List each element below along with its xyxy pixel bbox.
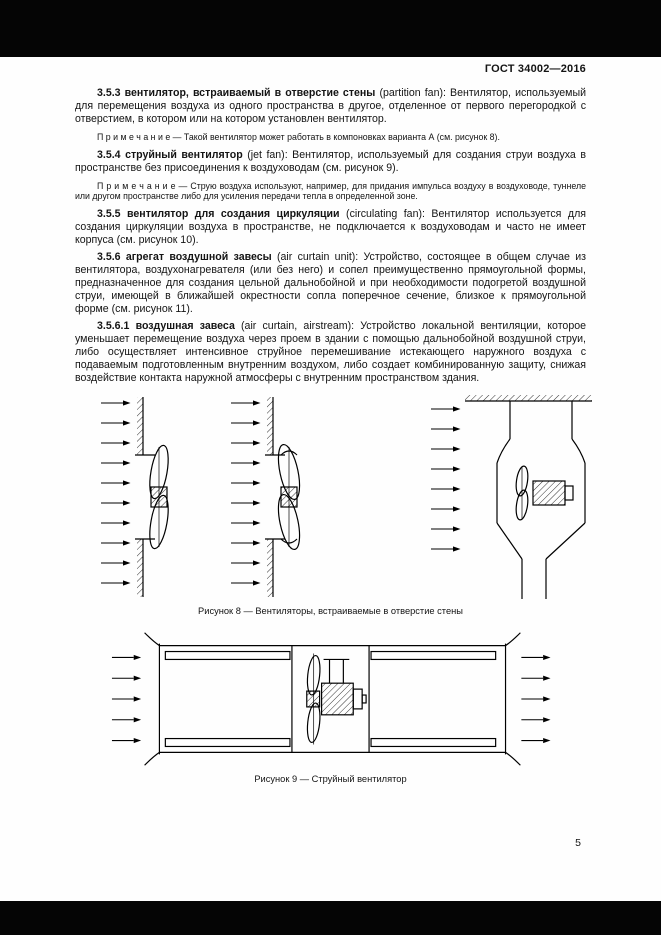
definition-term: 3.5.6.1 воздушная завеса: [97, 319, 235, 332]
definition-term: 3.5.5 вентилятор для создания циркуляции: [97, 207, 340, 220]
figure-8-drawing: [75, 395, 595, 601]
figure-9: [75, 629, 586, 769]
definition-3-5-5: [75, 208, 586, 247]
note-3-5-4: П р и м е ч а н и е — Струю воздуха используют, например, для придания импульса воздуху в воздуховоде, туннеле или другом пространстве либо для усиления передачи тепла в определенной зоне.: [75, 180, 586, 201]
document-content: [0, 57, 661, 901]
definition-body: (jet fan): Вентилятор, используемый для создания струи воздуха в пространстве без присоединения к воздуховодам (см. рисунок 9).: [75, 148, 586, 174]
figure-9-drawing: [108, 629, 553, 769]
figure-8: [75, 395, 586, 601]
definition-body: (partition fan): Вентилятор, используемый для перемещения воздуха из одного пространства в другое, отделенное от первого перегородкой с отверстием, в котором или на котором установлен вентилятор.: [75, 87, 586, 125]
jet-fan-impeller-motor: [306, 653, 366, 744]
definition-term: 3.5.4 струйный вентилятор: [97, 148, 243, 161]
partition-fan-drawing-2: [231, 397, 304, 597]
definition-body: (air curtain unit): Устройство, состоящее в общем случае из вентилятора, воздухонагревателя (или без него) и сопел преимущественно прямоугольной формы, предназначенное для создания цельной дальнобойной и при необходимости подогретой воздушной струи, имеющей в ближайшей окрестности сопла поперечное сечение, близкое к прямоугольной форме (см. рисунок 11).: [75, 250, 586, 315]
definition-3-5-3: [75, 87, 586, 126]
definition-3-5-6-1: [75, 320, 586, 385]
note-3-5-3: П р и м е ч а н и е — Такой вентилятор может работать в компоновках варианта А (см. рисунок 8).: [97, 132, 500, 142]
definition-3-5-4: [75, 149, 586, 175]
definition-term: 3.5.3 вентилятор, встраиваемый в отверстие стены: [97, 87, 376, 99]
definition-body: (circulating fan): Вентилятор используется для создания циркуляции воздуха в пространстве, не подключается к воздуховодам и часто не имеет корпуса (см. рисунок 10).: [75, 207, 586, 246]
partition-fan-drawing-3: [431, 395, 592, 599]
definition-term: 3.5.6 агрегат воздушной завесы: [97, 250, 272, 263]
definition-body: (air curtain, airstream): Устройство локальной вентиляции, которое уменьшает перемещение воздуха через проем в здании с помощью дальнобойной воздушной струи, либо осуществляет интенсивное струйное перемешивание истекающего наружного воздуха с подаваемым подготовленным внутренним воздухом, либо создает комбинированную защиту, снижая воздействие контакта наружной атмосферы с внутренним пространством здания.: [75, 319, 587, 384]
document-number: ГОСТ 34002—2016: [484, 63, 586, 75]
page-number: 5: [575, 837, 581, 849]
definition-3-5-6: [75, 251, 586, 316]
figure-9-caption: Рисунок 9 — Струйный вентилятор: [254, 773, 407, 784]
partition-fan-drawing-1: [101, 397, 172, 597]
document-sheet: [0, 57, 661, 901]
figure-8-caption: Рисунок 8 — Вентиляторы, встраиваемые в отверстие стены: [198, 605, 463, 616]
